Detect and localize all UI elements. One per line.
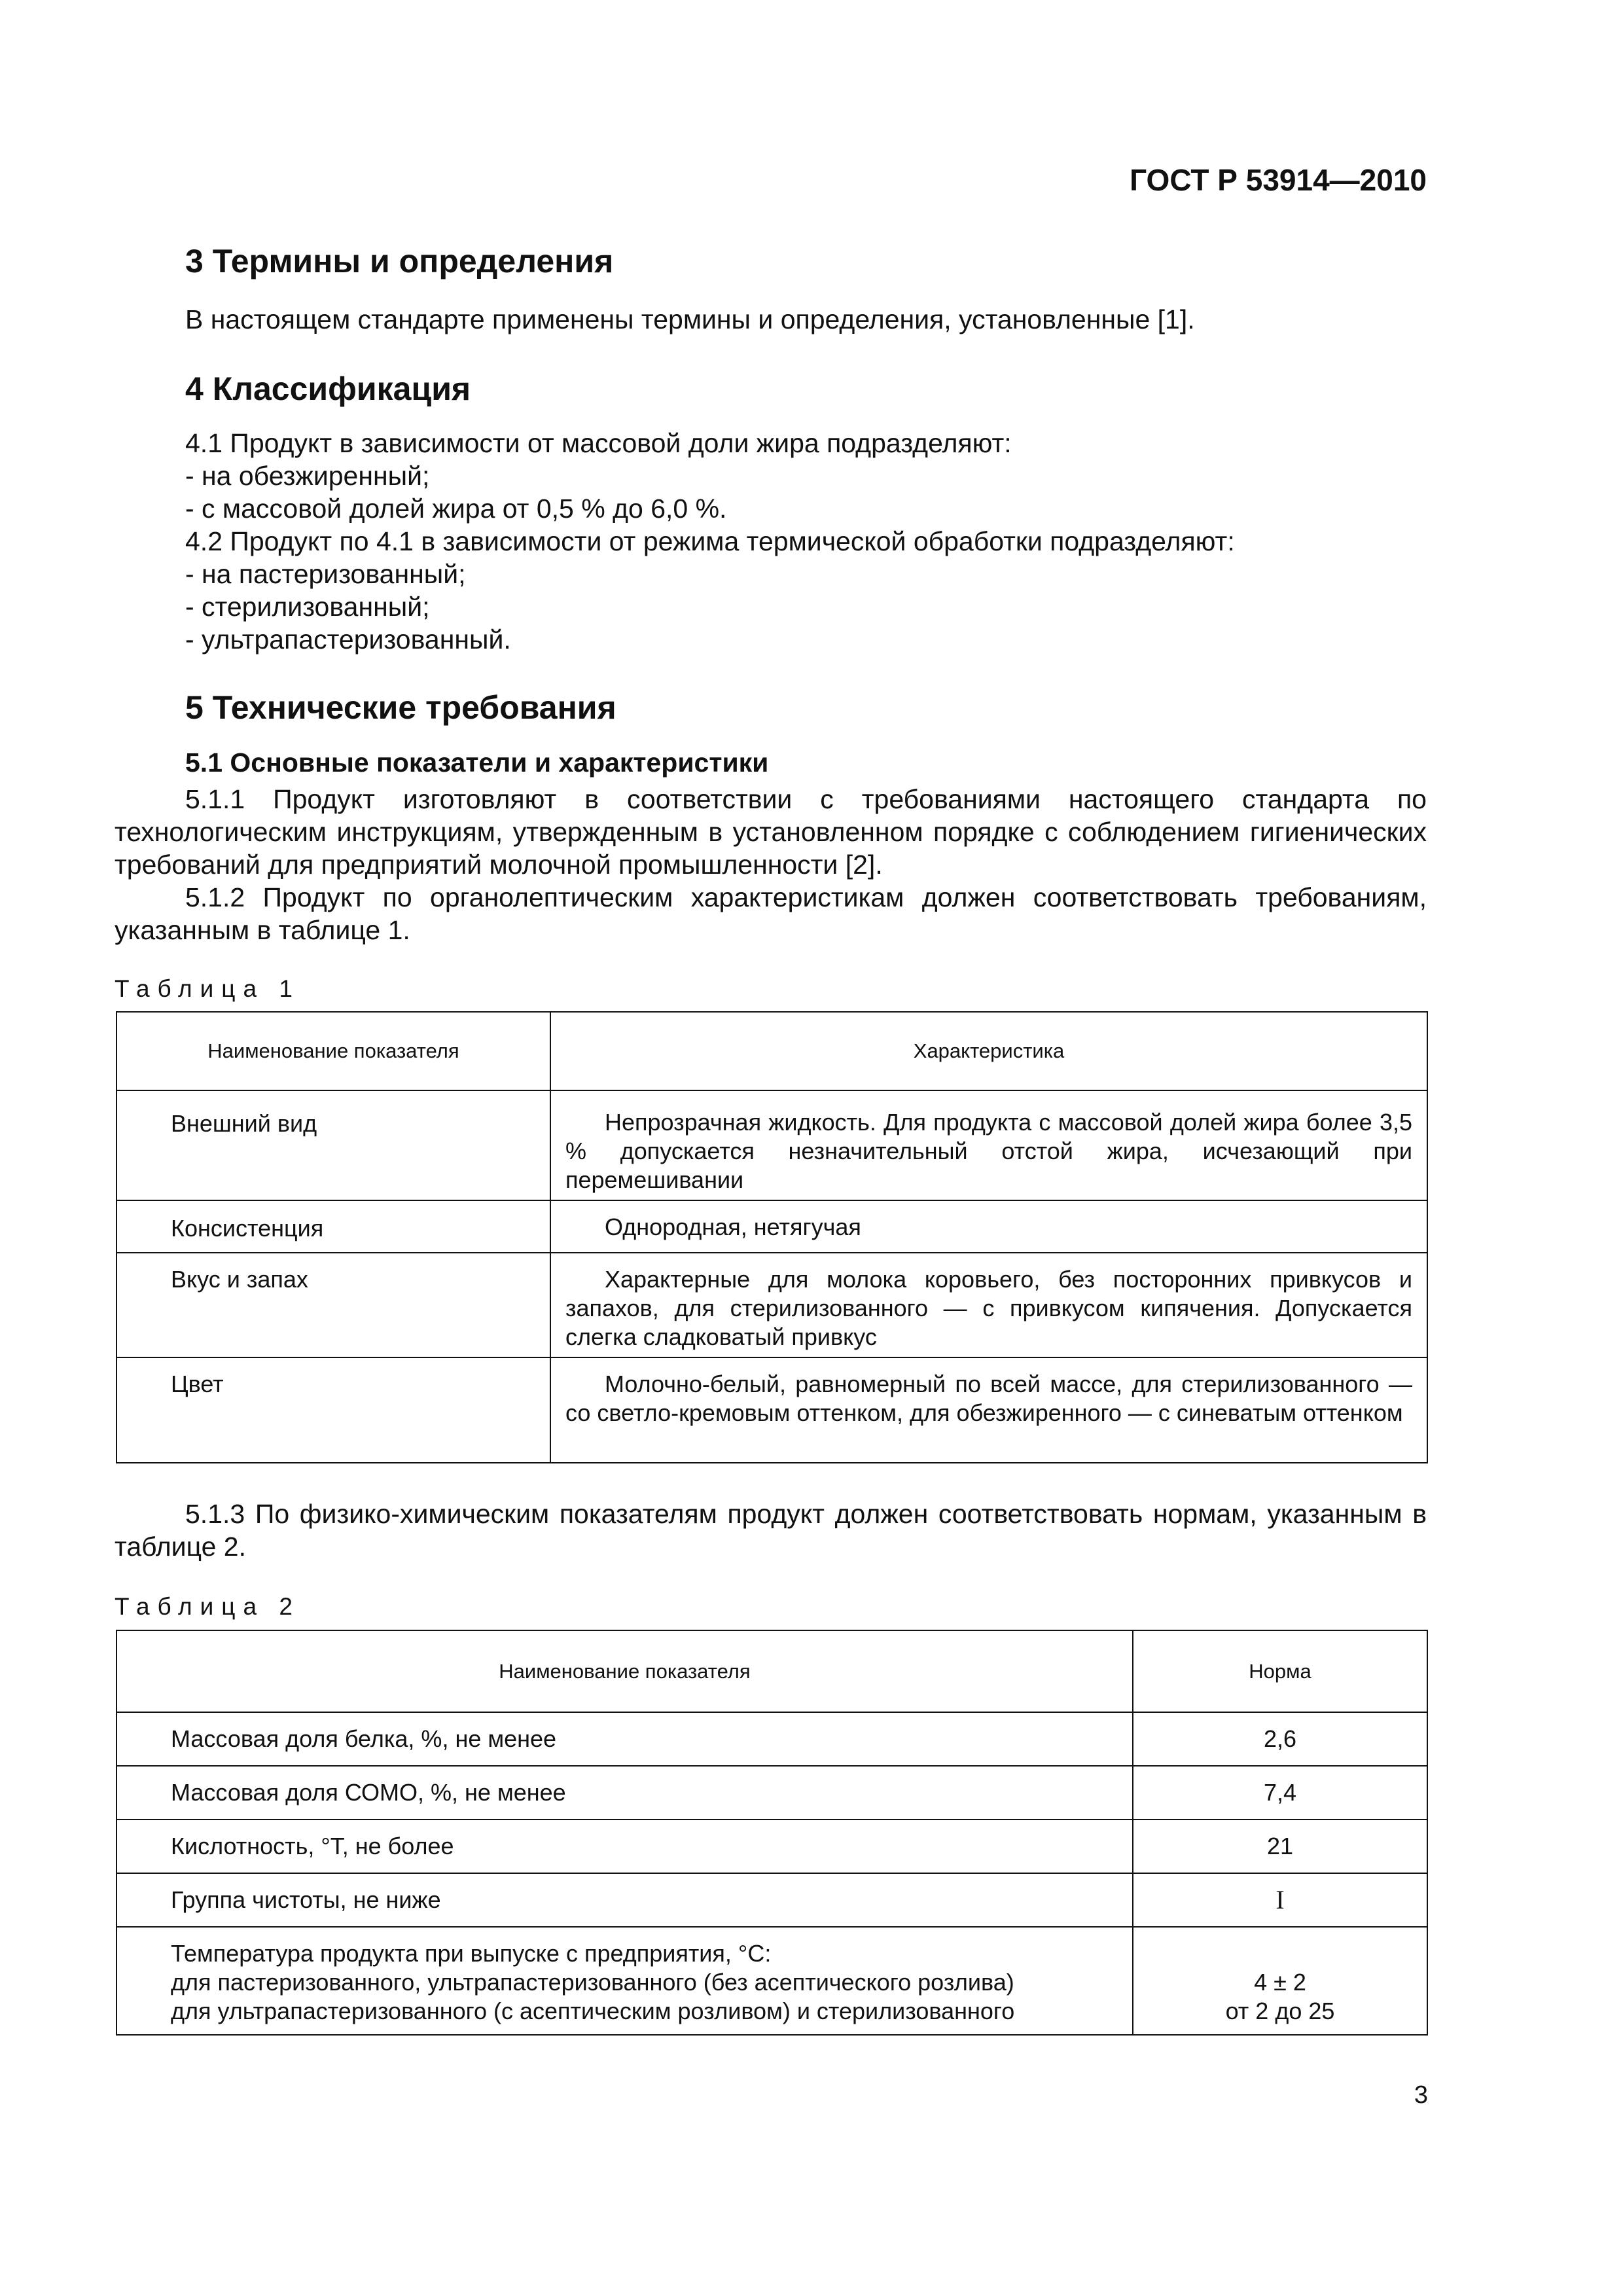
table-row <box>116 1766 1427 1820</box>
characteristic: Непрозрачная жидкость. Для продукта с массовой долей жира более 3,5 % допускается незначительный отстой жира, исчезающий при перемешивании <box>550 1090 1427 1200</box>
norm-value <box>1133 1927 1427 2035</box>
classification-line: - с массовой долей жира от 0,5 % до 6,0 %. <box>185 493 727 524</box>
column-header: Наименование показателя <box>116 1012 550 1090</box>
norm-value: 2,6 <box>1133 1712 1427 1766</box>
table-row <box>116 1253 1427 1357</box>
paragraph-5-1-3: 5.1.3 По физико-химическим показателям продукт должен соответствовать нормам, указанным в таблице 2. <box>115 1499 1427 1562</box>
column-header: Характеристика <box>550 1012 1427 1090</box>
indicator-name: Массовая доля СОМО, %, не менее <box>116 1766 1133 1820</box>
table-row <box>116 1873 1427 1927</box>
table-row <box>116 1357 1427 1463</box>
table-1-caption: Таблица 1 <box>115 975 300 1002</box>
paragraph-5-1-2: 5.1.2 Продукт по органолептическим характеристикам должен соответствовать требованиям, указанным в таблице 1. <box>115 882 1427 945</box>
table-header-row <box>116 1630 1427 1712</box>
characteristic: Характерные для молока коровьего, без посторонних привкусов и запахов, для стерилизованного — с привкусом кипячения. Допускается слегка сладковатый привкус <box>550 1253 1427 1357</box>
indicator-name: Цвет <box>116 1357 550 1463</box>
temperature-value: 4 ± 2 <box>1254 1969 1306 1996</box>
temperature-value: от 2 до 25 <box>1225 1998 1335 2024</box>
table-1 <box>116 1011 1428 1463</box>
classification-line: - на обезжиренный; <box>185 461 430 491</box>
classification-line: - стерилизованный; <box>185 592 430 622</box>
table-header-row <box>116 1012 1427 1090</box>
table-row <box>116 1712 1427 1766</box>
table-row <box>116 1820 1427 1873</box>
temperature-label: Температура продукта при выпуске с предприятия, °С: <box>171 1940 772 1967</box>
table-2 <box>116 1630 1428 2036</box>
indicator-name <box>116 1927 1133 2035</box>
indicator-name: Группа чистоты, не ниже <box>116 1873 1133 1927</box>
paragraph-5-1-1: 5.1.1 Продукт изготовляют в соответствии с требованиями настоящего стандарта по технологическим инструкциям, утвержденным в установленном порядке с соблюдением гигиенических требований для предприятий молочной промышленности [2]. <box>115 784 1427 880</box>
indicator-name: Вкус и запах <box>116 1253 550 1357</box>
indicator-name: Консистенция <box>116 1200 550 1253</box>
temperature-label: для ультрапастеризованного (с асептическим розливом) и стерилизованного <box>171 1998 1015 2024</box>
indicator-name: Внешний вид <box>116 1090 550 1200</box>
column-header: Норма <box>1133 1630 1427 1712</box>
section-5-title: 5 Технические требования <box>185 689 616 726</box>
norm-value: 7,4 <box>1133 1766 1427 1820</box>
classification-line: - на пастеризованный; <box>185 559 466 589</box>
section-4-title: 4 Классификация <box>185 370 471 407</box>
indicator-name: Кислотность, °Т, не более <box>116 1820 1133 1873</box>
section-3-text: В настоящем стандарте применены термины и определения, установленные [1]. <box>185 304 1195 334</box>
temperature-label: для пастеризованного, ультрапастеризованного (без асептического розлива) <box>171 1969 1014 1996</box>
table-row <box>116 1090 1427 1200</box>
page-number: 3 <box>1414 2081 1428 2109</box>
column-header: Наименование показателя <box>116 1630 1133 1712</box>
classification-line: 4.1 Продукт в зависимости от массовой доли жира подразделяют: <box>185 428 1012 458</box>
section-3-title: 3 Термины и определения <box>185 243 614 279</box>
table-row <box>116 1200 1427 1253</box>
characteristic: Молочно-белый, равномерный по всей массе, для стерилизованного — со светло-кремовым оттенком, для обезжиренного — с синеватым оттенком <box>550 1357 1427 1463</box>
table-row <box>116 1927 1427 2035</box>
norm-value: 21 <box>1133 1820 1427 1873</box>
table-2-caption: Таблица 2 <box>115 1593 300 1620</box>
classification-line: - ультрапастеризованный. <box>185 624 511 655</box>
norm-value: I <box>1133 1873 1427 1927</box>
standard-code: ГОСТ Р 53914—2010 <box>1130 163 1427 197</box>
characteristic: Однородная, нетягучая <box>550 1200 1427 1253</box>
classification-line: 4.2 Продукт по 4.1 в зависимости от режима термической обработки подразделяют: <box>185 526 1235 556</box>
indicator-name: Массовая доля белка, %, не менее <box>116 1712 1133 1766</box>
subsection-5-1-title: 5.1 Основные показатели и характеристики <box>185 747 769 778</box>
